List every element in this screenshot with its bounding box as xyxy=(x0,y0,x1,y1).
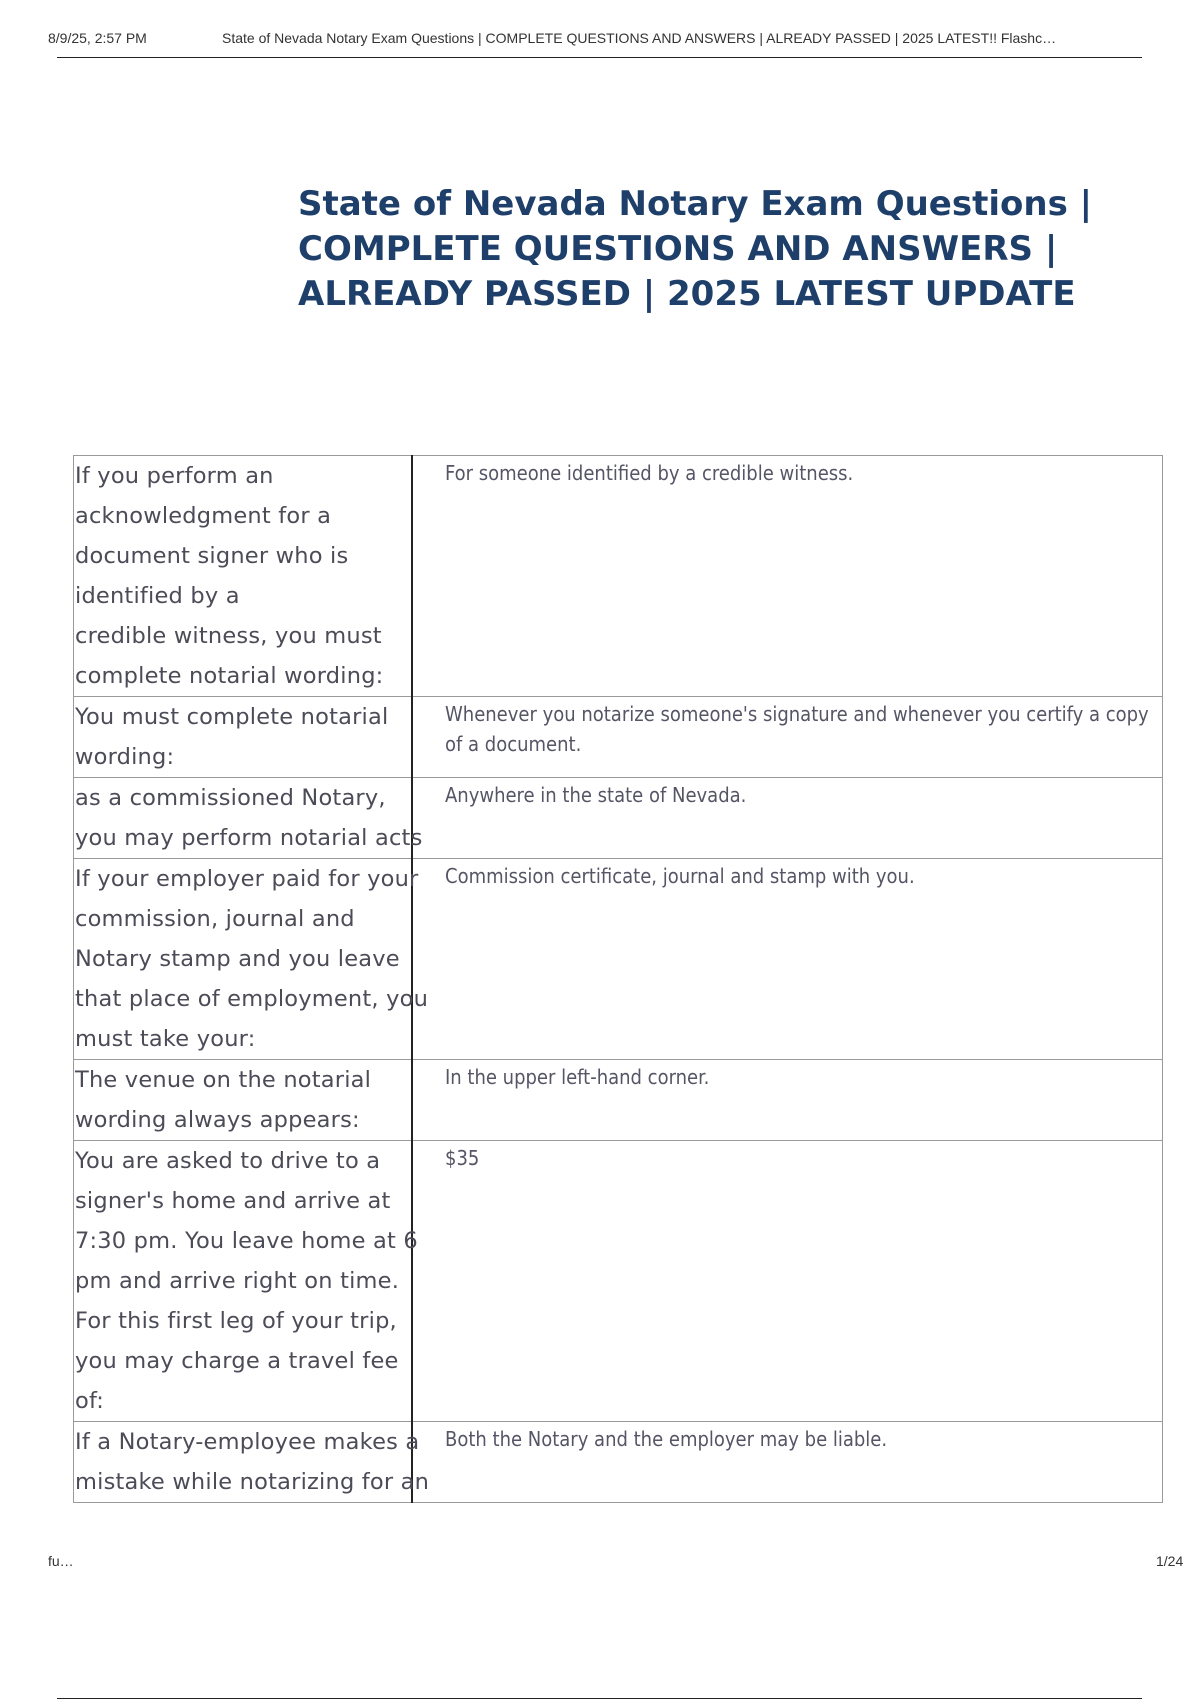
table-row xyxy=(74,778,1163,859)
footer-url: fu… xyxy=(48,1553,74,1569)
answer-cell: Anywhere in the state of Nevada. xyxy=(412,778,1163,859)
question-cell xyxy=(74,456,413,697)
question-line: complete notarial wording: xyxy=(75,663,384,689)
answer-cell: Both the Notary and the employer may be liable. xyxy=(412,1422,1163,1503)
question-line: signer's home and arrive at xyxy=(75,1188,391,1214)
question-cell xyxy=(74,697,413,778)
table-row xyxy=(74,1141,1163,1422)
question-cell xyxy=(74,1141,418,1422)
print-header xyxy=(48,30,1180,50)
question-line: document signer who is xyxy=(75,543,349,569)
answer-cell: $35 xyxy=(412,1141,1163,1422)
answer-cell: Commission certificate, journal and stamp with you. xyxy=(412,859,1163,1060)
question-line: as a commissioned Notary, xyxy=(75,785,386,811)
header-divider xyxy=(57,57,1142,58)
page-title-line: State of Nevada Notary Exam Questions | xyxy=(298,184,1093,224)
page-title-line: COMPLETE QUESTIONS AND ANSWERS | xyxy=(298,229,1058,269)
page-title-line: ALREADY PASSED | 2025 LATEST UPDATE xyxy=(298,274,1076,314)
question-line: 7:30 pm. You leave home at 6 xyxy=(75,1228,418,1254)
question-cell xyxy=(74,1060,413,1141)
table-row xyxy=(74,1422,1163,1503)
question-line: wording: xyxy=(75,744,175,770)
page-number: 1/24 xyxy=(1156,1553,1184,1569)
question-line: If a Notary-employee makes a xyxy=(75,1429,420,1455)
answer-cell: In the upper left-hand corner. xyxy=(412,1060,1163,1141)
question-line: that place of employment, you xyxy=(75,986,429,1012)
question-line: you may charge a travel fee xyxy=(75,1348,399,1374)
question-line: of: xyxy=(75,1388,105,1414)
question-line: If you perform an xyxy=(75,463,274,489)
question-line: you may perform notarial acts xyxy=(75,825,423,851)
page-title xyxy=(298,182,1093,317)
question-line: Notary stamp and you leave xyxy=(75,946,400,972)
question-line: commission, journal and xyxy=(75,906,355,932)
question-line: If your employer paid for your xyxy=(75,866,419,892)
question-line: mistake while notarizing for an xyxy=(75,1469,430,1495)
footer-divider xyxy=(57,1698,1142,1699)
question-cell xyxy=(74,1422,430,1503)
table-row xyxy=(74,456,1163,697)
question-line: wording always appears: xyxy=(75,1107,360,1133)
table-row xyxy=(74,1060,1163,1141)
question-cell xyxy=(74,778,423,859)
qa-table xyxy=(73,455,1163,1503)
question-line: pm and arrive right on time. xyxy=(75,1268,400,1294)
question-line: You are asked to drive to a xyxy=(75,1148,381,1174)
question-line: acknowledgment for a xyxy=(75,503,332,529)
answer-cell: For someone identified by a credible witness. xyxy=(412,456,1163,697)
print-doc-title: State of Nevada Notary Exam Questions | COMPLETE QUESTIONS AND ANSWERS | ALREADY PASSED | 2025 LATEST!! Flashc… xyxy=(222,30,1057,46)
question-line: credible witness, you must xyxy=(75,623,382,649)
question-line: For this first leg of your trip, xyxy=(75,1308,397,1334)
question-line: The venue on the notarial xyxy=(75,1067,372,1093)
print-date: 8/9/25, 2:57 PM xyxy=(48,30,147,46)
table-row xyxy=(74,697,1163,778)
question-line: You must complete notarial xyxy=(75,704,389,730)
question-cell xyxy=(74,859,429,1060)
table-row xyxy=(74,859,1163,1060)
answer-cell: Whenever you notarize someone's signature and whenever you certify a copy of a document. xyxy=(412,697,1163,778)
question-line: must take your: xyxy=(75,1026,256,1052)
question-line: identified by a xyxy=(75,583,240,609)
